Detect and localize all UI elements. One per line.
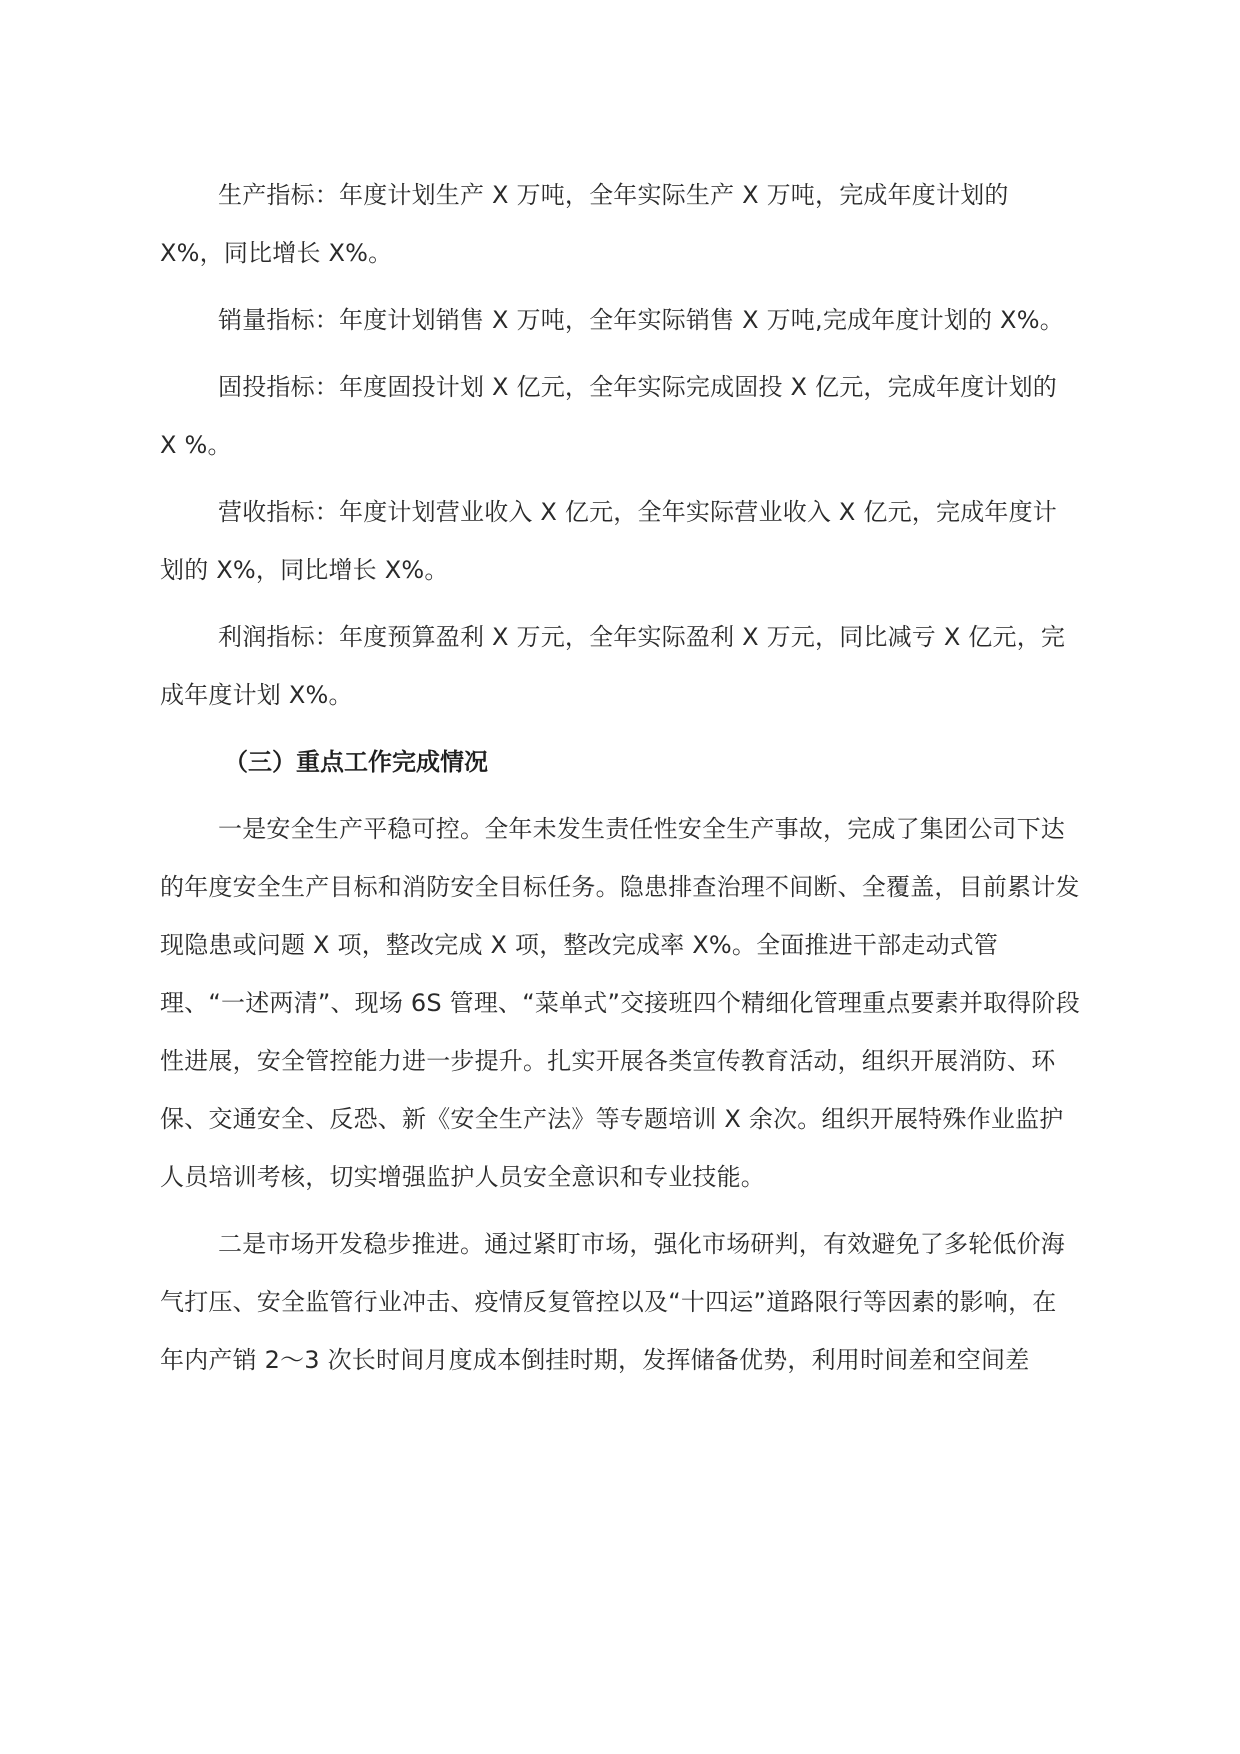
paragraph-profit-indicator: 利润指标：年度预算盈利 X 万元，全年实际盈利 X 万元，同比减亏 X 亿元，完成年度计划 X%。	[160, 623, 1066, 709]
paragraph-investment-indicator: 固投指标：年度固投计划 X 亿元，全年实际完成固投 X 亿元，完成年度计划的 X %。	[160, 373, 1057, 459]
section-heading: （三）重点工作完成情况	[224, 748, 488, 776]
paragraph-production-indicator: 生产指标：年度计划生产 X 万吨，全年实际生产 X 万吨，完成年度计划的 X%，同比增长 X%。	[160, 181, 1009, 267]
paragraph-market-development: 二是市场开发稳步推进。通过紧盯市场，强化市场研判，有效避免了多轮低价海气打压、安全监管行业冲击、疫情反复管控以及“十四运”道路限行等因素的影响，在年内产销 2～3 次长时间月度成本倒挂时期，发挥储备优势，利用时间差和空间差	[160, 1230, 1065, 1374]
paragraph-safety-production: 一是安全生产平稳可控。全年未发生责任性安全生产事故，完成了集团公司下达的年度安全生产目标和消防安全目标任务。隐患排查治理不间断、全覆盖，目前累计发现隐患或问题 X 项，整改完成 X 项，整改完成率 X%。全面推进干部走动式管理、“一述两清”、现场 6S 管理、“菜单式”交接班四个精细化管理重点要素并取得阶段性进展，安全管控能力进一步提升。扎实开展各类宣传教育活动，组织开展消防、环保、交通安全、反恐、新《安全生产法》等专题培训 X 余次。组织开展特殊作业监护人员培训考核，切实增强监护人员安全意识和专业技能。	[160, 815, 1080, 1191]
paragraph-sales-indicator: 销量指标：年度计划销售 X 万吨，全年实际销售 X 万吨,完成年度计划的 X%。	[218, 306, 1064, 334]
paragraph-revenue-indicator: 营收指标：年度计划营业收入 X 亿元，全年实际营业收入 X 亿元，完成年度计划的 X%，同比增长 X%。	[160, 498, 1057, 584]
document-body	[160, 166, 1080, 1398]
